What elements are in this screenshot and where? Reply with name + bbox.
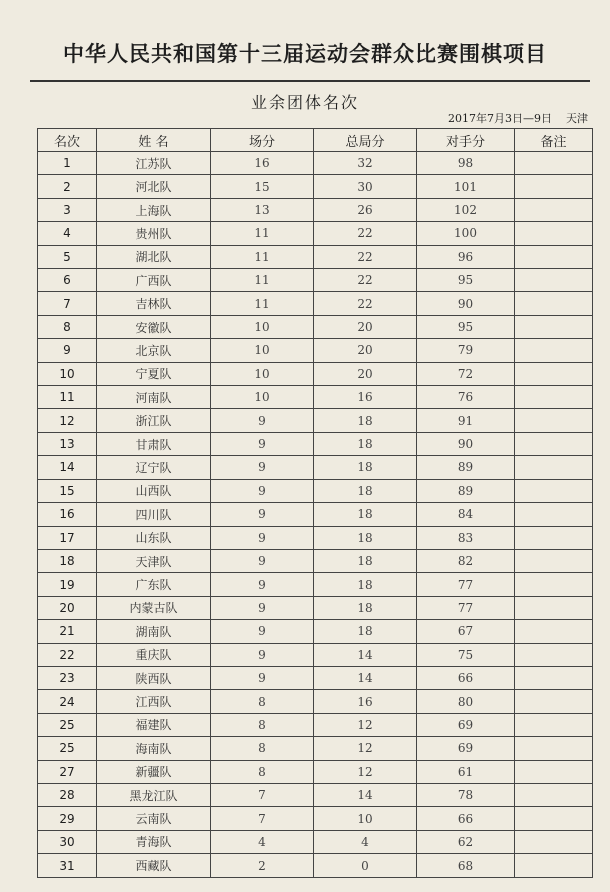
rank-cell: 7	[38, 292, 97, 315]
column-header-opponent-points: 对手分	[417, 129, 515, 152]
game-points-cell: 12	[314, 737, 417, 760]
table-row	[38, 245, 593, 268]
match-points-cell: 4	[211, 830, 314, 853]
table-row	[38, 432, 593, 455]
game-points-cell: 18	[314, 432, 417, 455]
note-cell	[515, 362, 593, 385]
team-name-cell: 河北队	[97, 175, 211, 198]
ranking-table	[37, 128, 593, 878]
game-points-cell: 26	[314, 198, 417, 221]
title-divider	[30, 80, 590, 82]
table-row	[38, 339, 593, 362]
opponent-points-cell: 83	[417, 526, 515, 549]
table-row	[38, 666, 593, 689]
opponent-points-cell: 77	[417, 573, 515, 596]
match-points-cell: 7	[211, 783, 314, 806]
team-name-cell: 云南队	[97, 807, 211, 830]
opponent-points-cell: 68	[417, 854, 515, 878]
note-cell	[515, 643, 593, 666]
opponent-points-cell: 67	[417, 620, 515, 643]
note-cell	[515, 339, 593, 362]
opponent-points-cell: 84	[417, 503, 515, 526]
team-name-cell: 西藏队	[97, 854, 211, 878]
date-place-line	[360, 110, 588, 126]
game-points-cell: 12	[314, 760, 417, 783]
team-name-cell: 广东队	[97, 573, 211, 596]
team-name-cell: 安徽队	[97, 315, 211, 338]
rank-cell: 29	[38, 807, 97, 830]
note-cell	[515, 198, 593, 221]
game-points-cell: 18	[314, 573, 417, 596]
team-name-cell: 四川队	[97, 503, 211, 526]
match-points-cell: 9	[211, 526, 314, 549]
game-points-cell: 10	[314, 807, 417, 830]
team-name-cell: 浙江队	[97, 409, 211, 432]
note-cell	[515, 269, 593, 292]
note-cell	[515, 690, 593, 713]
opponent-points-cell: 79	[417, 339, 515, 362]
match-points-cell: 11	[211, 245, 314, 268]
opponent-points-cell: 82	[417, 549, 515, 572]
note-cell	[515, 666, 593, 689]
table-body	[38, 152, 593, 878]
match-points-cell: 9	[211, 456, 314, 479]
rank-cell: 1	[38, 152, 97, 175]
table-row	[38, 549, 593, 572]
match-points-cell: 10	[211, 315, 314, 338]
match-points-cell: 9	[211, 432, 314, 455]
table-row	[38, 830, 593, 853]
rank-cell: 21	[38, 620, 97, 643]
match-points-cell: 10	[211, 339, 314, 362]
match-points-cell: 9	[211, 479, 314, 502]
table-row	[38, 362, 593, 385]
table-row	[38, 222, 593, 245]
rank-cell: 2	[38, 175, 97, 198]
match-points-cell: 9	[211, 596, 314, 619]
team-name-cell: 内蒙古队	[97, 596, 211, 619]
match-points-cell: 7	[211, 807, 314, 830]
match-points-cell: 9	[211, 666, 314, 689]
team-name-cell: 广西队	[97, 269, 211, 292]
rank-cell: 15	[38, 479, 97, 502]
rank-cell: 3	[38, 198, 97, 221]
note-cell	[515, 315, 593, 338]
team-name-cell: 江西队	[97, 690, 211, 713]
rank-cell: 12	[38, 409, 97, 432]
note-cell	[515, 432, 593, 455]
match-points-cell: 16	[211, 152, 314, 175]
table-row	[38, 854, 593, 878]
opponent-points-cell: 78	[417, 783, 515, 806]
opponent-points-cell: 98	[417, 152, 515, 175]
opponent-points-cell: 62	[417, 830, 515, 853]
note-cell	[515, 292, 593, 315]
opponent-points-cell: 76	[417, 386, 515, 409]
team-name-cell: 上海队	[97, 198, 211, 221]
note-cell	[515, 526, 593, 549]
game-points-cell: 18	[314, 409, 417, 432]
game-points-cell: 14	[314, 783, 417, 806]
table-row	[38, 596, 593, 619]
game-points-cell: 16	[314, 386, 417, 409]
game-points-cell: 18	[314, 456, 417, 479]
opponent-points-cell: 61	[417, 760, 515, 783]
table-row	[38, 269, 593, 292]
note-cell	[515, 549, 593, 572]
note-cell	[515, 713, 593, 736]
game-points-cell: 14	[314, 666, 417, 689]
table-row	[38, 409, 593, 432]
game-points-cell: 20	[314, 362, 417, 385]
note-cell	[515, 596, 593, 619]
team-name-cell: 青海队	[97, 830, 211, 853]
match-points-cell: 15	[211, 175, 314, 198]
table-row	[38, 643, 593, 666]
team-name-cell: 山东队	[97, 526, 211, 549]
match-points-cell: 9	[211, 573, 314, 596]
column-header-game-points: 总局分	[314, 129, 417, 152]
opponent-points-cell: 72	[417, 362, 515, 385]
note-cell	[515, 456, 593, 479]
team-name-cell: 陕西队	[97, 666, 211, 689]
team-name-cell: 福建队	[97, 713, 211, 736]
game-points-cell: 12	[314, 713, 417, 736]
match-points-cell: 8	[211, 713, 314, 736]
opponent-points-cell: 95	[417, 269, 515, 292]
match-points-cell: 10	[211, 362, 314, 385]
opponent-points-cell: 75	[417, 643, 515, 666]
team-name-cell: 吉林队	[97, 292, 211, 315]
event-date: 2017年7月3日—9日	[448, 112, 552, 125]
opponent-points-cell: 89	[417, 456, 515, 479]
game-points-cell: 20	[314, 339, 417, 362]
match-points-cell: 9	[211, 503, 314, 526]
team-name-cell: 黑龙江队	[97, 783, 211, 806]
note-cell	[515, 573, 593, 596]
game-points-cell: 22	[314, 245, 417, 268]
match-points-cell: 8	[211, 737, 314, 760]
game-points-cell: 22	[314, 269, 417, 292]
rank-cell: 18	[38, 549, 97, 572]
note-cell	[515, 479, 593, 502]
rank-cell: 28	[38, 783, 97, 806]
rank-cell: 23	[38, 666, 97, 689]
match-points-cell: 13	[211, 198, 314, 221]
column-header-rank: 名次	[38, 129, 97, 152]
rank-cell: 17	[38, 526, 97, 549]
table-row	[38, 760, 593, 783]
document-subtitle: 业余团体名次	[250, 93, 359, 112]
column-header-note: 备注	[515, 129, 593, 152]
match-points-cell: 9	[211, 549, 314, 572]
note-cell	[515, 175, 593, 198]
rank-cell: 8	[38, 315, 97, 338]
opponent-points-cell: 80	[417, 690, 515, 713]
note-cell	[515, 245, 593, 268]
team-name-cell: 江苏队	[97, 152, 211, 175]
note-cell	[515, 854, 593, 878]
note-cell	[515, 503, 593, 526]
opponent-points-cell: 90	[417, 292, 515, 315]
rank-cell: 25	[38, 713, 97, 736]
team-name-cell: 辽宁队	[97, 456, 211, 479]
table-row	[38, 807, 593, 830]
opponent-points-cell: 102	[417, 198, 515, 221]
note-cell	[515, 620, 593, 643]
rank-cell: 25	[38, 737, 97, 760]
game-points-cell: 22	[314, 222, 417, 245]
match-points-cell: 9	[211, 409, 314, 432]
opponent-points-cell: 101	[417, 175, 515, 198]
game-points-cell: 30	[314, 175, 417, 198]
rank-cell: 27	[38, 760, 97, 783]
match-points-cell: 8	[211, 760, 314, 783]
opponent-points-cell: 100	[417, 222, 515, 245]
match-points-cell: 2	[211, 854, 314, 878]
rank-cell: 31	[38, 854, 97, 878]
table-row	[38, 386, 593, 409]
rank-cell: 30	[38, 830, 97, 853]
opponent-points-cell: 77	[417, 596, 515, 619]
rank-cell: 11	[38, 386, 97, 409]
note-cell	[515, 386, 593, 409]
rank-cell: 24	[38, 690, 97, 713]
team-name-cell: 山西队	[97, 479, 211, 502]
opponent-points-cell: 89	[417, 479, 515, 502]
match-points-cell: 11	[211, 222, 314, 245]
table-row	[38, 198, 593, 221]
note-cell	[515, 222, 593, 245]
rank-cell: 19	[38, 573, 97, 596]
table-row	[38, 315, 593, 338]
table-row	[38, 456, 593, 479]
note-cell	[515, 760, 593, 783]
team-name-cell: 湖北队	[97, 245, 211, 268]
opponent-points-cell: 91	[417, 409, 515, 432]
game-points-cell: 22	[314, 292, 417, 315]
game-points-cell: 18	[314, 479, 417, 502]
note-cell	[515, 783, 593, 806]
rank-cell: 16	[38, 503, 97, 526]
opponent-points-cell: 66	[417, 807, 515, 830]
game-points-cell: 18	[314, 549, 417, 572]
game-points-cell: 16	[314, 690, 417, 713]
table-row	[38, 713, 593, 736]
table-row	[38, 503, 593, 526]
match-points-cell: 11	[211, 292, 314, 315]
game-points-cell: 32	[314, 152, 417, 175]
match-points-cell: 8	[211, 690, 314, 713]
opponent-points-cell: 66	[417, 666, 515, 689]
game-points-cell: 18	[314, 620, 417, 643]
game-points-cell: 4	[314, 830, 417, 853]
rank-cell: 20	[38, 596, 97, 619]
note-cell	[515, 409, 593, 432]
table-row	[38, 783, 593, 806]
team-name-cell: 重庆队	[97, 643, 211, 666]
rank-cell: 13	[38, 432, 97, 455]
document-title: 中华人民共和国第十三届运动会群众比赛围棋项目	[63, 42, 547, 66]
match-points-cell: 11	[211, 269, 314, 292]
game-points-cell: 20	[314, 315, 417, 338]
opponent-points-cell: 69	[417, 713, 515, 736]
table-row	[38, 152, 593, 175]
match-points-cell: 9	[211, 620, 314, 643]
table-row	[38, 573, 593, 596]
table-row	[38, 620, 593, 643]
note-cell	[515, 830, 593, 853]
rank-cell: 10	[38, 362, 97, 385]
column-header-name: 姓 名	[97, 129, 211, 152]
team-name-cell: 湖南队	[97, 620, 211, 643]
team-name-cell: 北京队	[97, 339, 211, 362]
team-name-cell: 新疆队	[97, 760, 211, 783]
table-row	[38, 737, 593, 760]
team-name-cell: 甘肃队	[97, 432, 211, 455]
note-cell	[515, 737, 593, 760]
opponent-points-cell: 95	[417, 315, 515, 338]
table-header-row	[38, 129, 593, 152]
match-points-cell: 9	[211, 643, 314, 666]
game-points-cell: 14	[314, 643, 417, 666]
match-points-cell: 10	[211, 386, 314, 409]
team-name-cell: 河南队	[97, 386, 211, 409]
opponent-points-cell: 90	[417, 432, 515, 455]
game-points-cell: 18	[314, 526, 417, 549]
opponent-points-cell: 69	[417, 737, 515, 760]
opponent-points-cell: 96	[417, 245, 515, 268]
rank-cell: 6	[38, 269, 97, 292]
team-name-cell: 宁夏队	[97, 362, 211, 385]
game-points-cell: 18	[314, 596, 417, 619]
note-cell	[515, 152, 593, 175]
team-name-cell: 海南队	[97, 737, 211, 760]
rank-cell: 5	[38, 245, 97, 268]
rank-cell: 9	[38, 339, 97, 362]
event-place: 天津	[566, 112, 588, 125]
team-name-cell: 贵州队	[97, 222, 211, 245]
column-header-match-points: 场分	[211, 129, 314, 152]
rank-cell: 22	[38, 643, 97, 666]
table-row	[38, 526, 593, 549]
table-row	[38, 479, 593, 502]
rank-cell: 4	[38, 222, 97, 245]
game-points-cell: 0	[314, 854, 417, 878]
table-row	[38, 690, 593, 713]
rank-cell: 14	[38, 456, 97, 479]
note-cell	[515, 807, 593, 830]
table-row	[38, 175, 593, 198]
game-points-cell: 18	[314, 503, 417, 526]
table-row	[38, 292, 593, 315]
team-name-cell: 天津队	[97, 549, 211, 572]
